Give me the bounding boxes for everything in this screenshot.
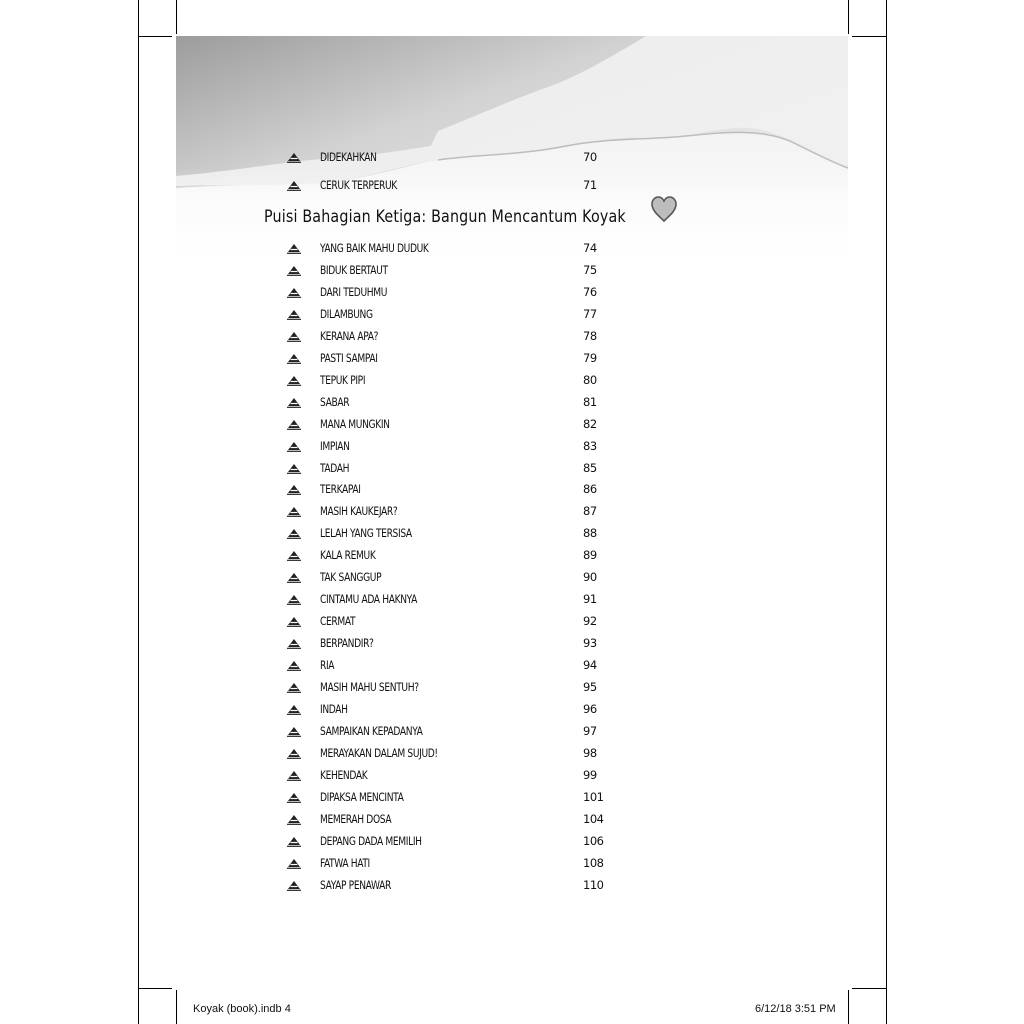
toc-entry-title: SABAR [320,394,350,409]
toc-entry [176,178,848,196]
toc-entry-page-number: 97 [583,723,597,738]
toc-entry-title: KEHENDAK [320,767,368,782]
book-page [176,36,848,916]
toc-entry-title: TAK SANGGUP [320,570,382,585]
toc-entry [176,724,848,742]
toc-entry-page-number: 79 [583,350,597,365]
toc-entry-page-number: 94 [583,658,597,673]
toc-entry-page-number: 71 [583,178,597,192]
toc-entry-page-number: 110 [583,877,604,892]
toc-entry-page-number: 95 [583,680,597,694]
footer-file-slug: Koyak (book).indb 4 [193,1003,291,1015]
toc-entry-title: BERPANDIR? [320,636,374,651]
mountain-triangle-icon [287,615,301,627]
heart-icon [649,194,679,224]
toc-entry-page-number: 106 [583,833,604,848]
toc-entry-page-number: 76 [583,284,597,299]
mountain-triangle-icon [287,505,301,517]
toc-entry-title: MEMERAH DOSA [320,811,392,826]
toc-entry-title: MASIH MAHU SENTUH? [320,680,419,694]
toc-entry-title: INDAH [320,701,348,716]
toc-entry-page-number: 85 [583,460,597,475]
toc-entry [176,461,848,479]
mountain-triangle-icon [287,308,301,320]
toc-entry-title: YANG BAIK MAHU DUDUK [320,241,429,255]
toc-entry-page-number: 89 [583,548,597,563]
toc-entry-title: CERMAT [320,614,356,629]
toc-entry [176,504,848,522]
toc-entry-title: TEPUK PIPI [320,372,366,387]
toc-entry-page-number: 88 [583,526,597,541]
toc-entry-title: SAYAP PENAWAR [320,877,391,892]
toc-entry [176,482,848,500]
mountain-triangle-icon [287,571,301,583]
toc-entry [176,351,848,369]
toc-entry [176,856,848,874]
crop-mark [138,988,172,989]
mountain-triangle-icon [287,681,301,693]
toc-entry-page-number: 92 [583,614,597,629]
toc-entry-title: BIDUK BERTAUT [320,262,388,277]
toc-entry-title: TADAH [320,460,350,475]
toc-entry [176,878,848,896]
toc-entry [176,439,848,457]
page-edge-line [886,0,887,1024]
toc-entry-page-number: 83 [583,438,597,453]
toc-entry [176,746,848,764]
crop-mark [848,990,849,1024]
toc-entry-title: DILAMBUNG [320,306,373,321]
toc-entry [176,417,848,435]
toc-entry-title: LELAH YANG TERSISA [320,526,412,541]
crop-mark [852,988,886,989]
toc-entry-page-number: 93 [583,636,597,651]
mountain-triangle-icon [287,857,301,869]
mountain-triangle-icon [287,747,301,759]
toc-entry [176,768,848,786]
toc-entry-title: CERUK TERPERUK [320,178,397,192]
toc-entry [176,570,848,588]
mountain-triangle-icon [287,527,301,539]
toc-entry [176,263,848,281]
toc-entry-page-number: 77 [583,306,597,321]
toc-entry-page-number: 74 [583,241,597,255]
toc-entry [176,702,848,720]
mountain-triangle-icon [287,374,301,386]
mountain-triangle-icon [287,637,301,649]
mountain-triangle-icon [287,703,301,715]
mountain-triangle-icon [287,879,301,891]
toc-entry-page-number: 99 [583,767,597,782]
toc-entry [176,307,848,325]
crop-mark [852,36,886,37]
page-edge-line [138,0,139,1024]
toc-entry-title: MASIH KAUKEJAR? [320,504,398,519]
toc-entry [176,790,848,808]
toc-entry-page-number: 78 [583,328,597,343]
toc-entry [176,150,848,168]
toc-entry-page-number: 80 [583,372,597,387]
mountain-triangle-icon [287,264,301,276]
toc-entry-title: DIPAKSA MENCINTA [320,789,404,804]
toc-entry-title: DIDEKAHKAN [320,150,377,164]
mountain-triangle-icon [287,242,301,254]
toc-entry-page-number: 98 [583,745,597,760]
toc-entry-title: DEPANG DADA MEMILIH [320,833,422,848]
toc-entry-title: PASTI SAMPAI [320,350,378,365]
toc-entry-page-number: 90 [583,570,597,585]
toc-entry-title: CINTAMU ADA HAKNYA [320,592,417,607]
crop-mark [848,0,849,34]
toc-entry-page-number: 75 [583,262,597,277]
toc-entry [176,548,848,566]
toc-entry [176,680,848,698]
mountain-triangle-icon [287,791,301,803]
toc-entry-page-number: 101 [583,789,604,804]
mountain-triangle-icon [287,725,301,737]
crop-mark [138,36,172,37]
toc-entry-page-number: 82 [583,416,597,431]
mountain-triangle-icon [287,769,301,781]
toc-entry-title: FATWA HATI [320,855,370,870]
mountain-triangle-icon [287,396,301,408]
mountain-triangle-icon [287,549,301,561]
toc-entry-page-number: 86 [583,482,597,497]
toc-entry-title: MANA MUNGKIN [320,416,390,431]
mountain-triangle-icon [287,440,301,452]
mountain-triangle-icon [287,151,301,163]
mountain-triangle-icon [287,483,301,495]
toc-entry-title: TERKAPAI [320,482,361,497]
mountain-triangle-icon [287,179,301,191]
toc-entry [176,373,848,391]
section-heading: Puisi Bahagian Ketiga: Bangun Mencantum Koyak [264,207,626,227]
toc-entry-page-number: 70 [583,150,597,164]
toc-entry-page-number: 96 [583,701,597,716]
toc-entry-title: MERAYAKAN DALAM SUJUD! [320,745,438,760]
footer-datetime-slug: 6/12/18 3:51 PM [755,1003,836,1015]
toc-entry-title: KERANA APA? [320,328,379,343]
toc-entry-page-number: 91 [583,592,597,607]
toc-entry [176,834,848,852]
mountain-triangle-icon [287,593,301,605]
toc-entry [176,658,848,676]
mountain-triangle-icon [287,352,301,364]
mountain-triangle-icon [287,418,301,430]
mountain-triangle-icon [287,659,301,671]
toc-entry [176,329,848,347]
toc-entry [176,812,848,830]
toc-entry [176,241,848,259]
toc-entry [176,285,848,303]
toc-entry [176,636,848,654]
toc-entry [176,526,848,544]
crop-mark [176,990,177,1024]
toc-entry [176,614,848,632]
toc-entry-title: SAMPAIKAN KEPADANYA [320,723,423,738]
mountain-triangle-icon [287,462,301,474]
mountain-triangle-icon [287,835,301,847]
toc-entry-page-number: 81 [583,394,597,409]
toc-entry-page-number: 108 [583,855,604,870]
toc-entry [176,592,848,610]
toc-entry-title: RIA [320,658,335,673]
mountain-triangle-icon [287,813,301,825]
toc-entry [176,395,848,413]
toc-entry-title: IMPIAN [320,438,350,453]
toc-entry-title: DARI TEDUHMU [320,284,388,299]
mountain-triangle-icon [287,330,301,342]
toc-entry-page-number: 104 [583,811,604,826]
mountain-triangle-icon [287,286,301,298]
crop-mark [176,0,177,34]
toc-entry-title: KALA REMUK [320,548,376,563]
toc-entry-page-number: 87 [583,504,597,519]
